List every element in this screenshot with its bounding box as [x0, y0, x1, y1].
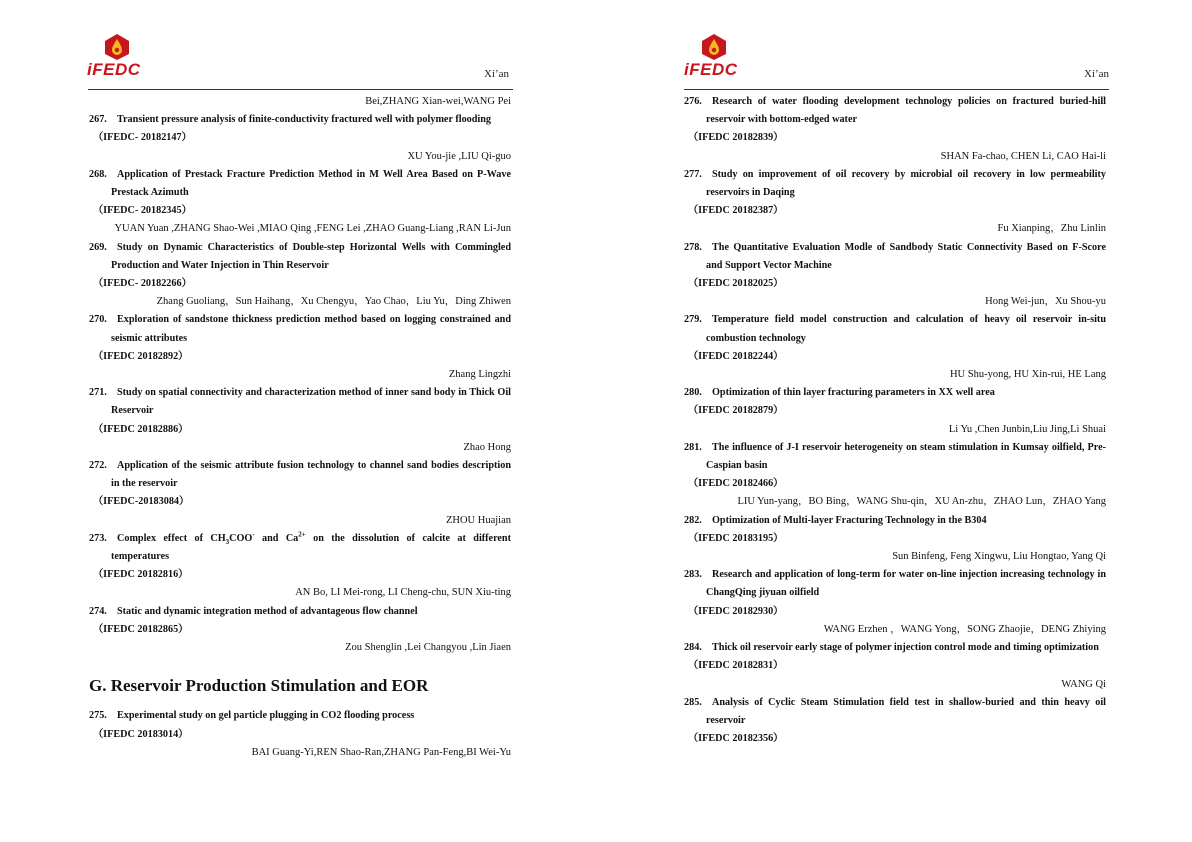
paper-title-text: The influence of J-I reservoir heterogeneity on steam stimulation in Kumsay oilfield, Pre-Caspian basin: [706, 441, 1106, 472]
paper-authors: Zhao Hong: [463, 441, 511, 453]
header-city: Xi’an: [484, 68, 510, 80]
paper-code: （IFEDC 20182816）: [93, 569, 189, 581]
paper-title-text: Optimization of Multi-layer Fracturing Technology in the B304: [712, 514, 987, 526]
paper-number: 276.: [684, 96, 702, 107]
paper-title-text: Thick oil reservoir early stage of polymer injection control mode and timing optimization: [712, 642, 1099, 654]
paper-authors: ZHOU Huajian: [445, 514, 511, 526]
header-rule: [88, 89, 513, 90]
paper-title: [684, 639, 1106, 657]
paper-title: [89, 111, 511, 129]
paper-number: 283.: [684, 569, 702, 581]
paper-title: [684, 384, 1106, 402]
paper-code: （IFEDC 20182387）: [688, 205, 784, 217]
paper-title-text: on the dissolution of calcite at different temperatures: [111, 532, 511, 563]
paper-number: 268.: [89, 168, 107, 180]
oil-drop-logo-icon: [700, 33, 728, 61]
paper-title-text: Static and dynamic integration method of advantageous flow channel: [117, 605, 418, 617]
paper-authors: LIU Yun-yang，BO Bing，WANG Shu-qin，XU An-zhu，ZHAO Lun，ZHAO Yang: [737, 496, 1106, 508]
paper-title: [89, 311, 511, 347]
paper-code: （IFEDC 20182025）: [688, 278, 784, 290]
header-rule: [684, 89, 1109, 90]
oil-drop-logo-icon: [103, 33, 131, 61]
paper-title: [89, 239, 511, 275]
paper-title: [684, 311, 1106, 347]
paper-code: （IFEDC 20182865）: [93, 623, 189, 635]
paper-number: 284.: [684, 642, 702, 654]
paper-number: 274.: [89, 605, 107, 617]
paper-authors: Zou Shenglin ,Lei Changyou ,Lin Jiaen: [345, 642, 511, 654]
paper-title: [684, 93, 1106, 129]
paper-code: （IFEDC 20182466）: [688, 478, 784, 490]
paper-title-text: Temperature field model construction and calculation of heavy oil reservoir in-situ combustion technology: [706, 314, 1106, 344]
paper-title-text: Complex effect of CH: [117, 532, 226, 544]
paper-authors: Li Yu ,Chen Junbin,Liu Jing,Li Shuai: [948, 423, 1106, 435]
paper-title-text: Analysis of Cyclic Steam Stimulation field test in shallow-buried and thin heavy oil reservoir: [706, 696, 1106, 726]
paper-authors: AN Bo, LI Mei-rong, LI Cheng-chu, SUN Xiu-ting: [295, 587, 511, 599]
section-heading: G. Reservoir Production Stimulation and EOR: [89, 676, 429, 696]
logo-text: iFEDC: [684, 60, 738, 79]
paper-authors: SHAN Fa-chao, CHEN Li, CAO Hai-li: [940, 150, 1106, 162]
paper-title-text: Application of the seismic attribute fusion technology to channel sand bodies description in the reservoir: [111, 460, 511, 490]
paper-code: （IFEDC- 20182266）: [93, 278, 192, 290]
paper-code: （IFEDC 20182839）: [688, 132, 784, 144]
paper-authors: WANG Qi: [1061, 678, 1106, 690]
paper-code: （IFEDC 20182879）: [688, 405, 784, 417]
paper-title-text: Research of water flooding development technology policies on fractured buried-hill reservoir with bottom-edged water: [706, 96, 1106, 126]
paper-number: 280.: [684, 387, 702, 399]
paper-authors: Zhang Guoliang，Sun Haihang，Xu Chengyu，Yao Chao，Liu Yu，Ding Zhiwen: [156, 296, 511, 308]
ifedc-logo: [87, 33, 147, 77]
paper-number: 271.: [89, 387, 107, 399]
paper-title: [89, 530, 511, 566]
paper-number: 285.: [684, 696, 702, 708]
paper-title-text: and Ca: [254, 532, 299, 544]
paper-number: 279.: [684, 314, 702, 326]
superscript: 2+: [298, 530, 306, 539]
paper-code: （IFEDC- 20182345）: [93, 205, 192, 217]
paper-title-text: Application of Prestack Fracture Prediction Method in M Well Area Based on P-Wave Prestack Azimuth: [111, 168, 511, 199]
paper-title-text: COO: [229, 532, 253, 544]
paper-title-text: Exploration of sandstone thickness prediction method based on logging constrained and seismic attributes: [111, 314, 511, 344]
paper-authors: YUAN Yuan ,ZHANG Shao-Wei ,MIAO Qing ,FENG Lei ,ZHAO Guang-Liang ,RAN Li-Jun: [114, 223, 511, 235]
paper-number: 272.: [89, 460, 107, 472]
paper-title: [684, 694, 1106, 730]
paper-number: 278.: [684, 241, 702, 253]
subscript: 3: [225, 537, 230, 546]
paper-code: （IFEDC- 20182147）: [93, 132, 192, 144]
header-city: Xi’an: [1084, 68, 1110, 80]
paper-title-text: Optimization of thin layer fracturing parameters in XX well area: [712, 387, 995, 399]
paper-number: 267.: [89, 114, 107, 126]
paper-authors: Zhang Lingzhi: [448, 369, 511, 381]
paper-code: （IFEDC 20182356）: [688, 733, 784, 745]
paper-title-text: Study on spatial connectivity and characterization method of inner sand body in Thick Oil Reservoir: [111, 387, 511, 417]
paper-title-text: Transient pressure analysis of finite-conductivity fractured well with polymer flooding: [117, 114, 492, 126]
paper-code: （IFEDC-20183084）: [93, 496, 190, 508]
paper-code: （IFEDC 20183195）: [688, 532, 784, 544]
paper-number: 275.: [89, 710, 107, 722]
right-page: [596, 0, 1192, 842]
paper-authors: XU You-jie ,LIU Qi-guo: [407, 150, 511, 162]
paper-authors: WANG Erzhen ，WANG Yong，SONG Zhaojie，DENG Zhiying: [823, 623, 1106, 635]
paper-title: [89, 603, 511, 621]
paper-title: [684, 239, 1106, 275]
paper-authors: HU Shu-yong, HU Xin-rui, HE Lang: [949, 369, 1106, 381]
paper-title: [89, 384, 511, 420]
paper-title: [684, 439, 1106, 475]
paper-title: [684, 166, 1106, 202]
paper-number: 273.: [89, 532, 107, 544]
left-content: [89, 93, 511, 762]
paper-authors: Sun Binfeng, Feng Xingwu, Liu Hongtao, Yang Qi: [892, 551, 1106, 563]
paper-title-text: The Quantitative Evaluation Modle of Sandbody Static Connectivity Based on F-Score and Support Vector Machine: [706, 241, 1106, 271]
superscript: -: [252, 530, 255, 539]
paper-code: （IFEDC 20182886）: [93, 423, 189, 435]
paper-number: 282.: [684, 514, 702, 526]
paper-title: [684, 566, 1106, 602]
paper-code: （IFEDC 20182930）: [688, 605, 784, 617]
paper-code: （IFEDC 20183014）: [93, 728, 189, 740]
paper-code: （IFEDC 20182831）: [688, 660, 784, 672]
right-content: [684, 93, 1106, 748]
paper-authors: Bei,ZHANG Xian-wei,WANG Pei: [365, 96, 511, 107]
paper-code: （IFEDC 20182244）: [688, 350, 784, 362]
paper-title-text: Study on Dynamic Characteristics of Double-step Horizontal Wells with Commingled Production and Water Injection in Thin Reservoir: [111, 241, 511, 271]
paper-code: （IFEDC 20182892）: [93, 350, 189, 362]
paper-title-text: Experimental study on gel particle plugging in CO2 flooding process: [117, 710, 415, 722]
paper-title-text: Study on improvement of oil recovery by microbial oil recovery in low permeability reservoirs in Daqing: [706, 168, 1106, 199]
paper-authors: Hong Wei-jun，Xu Shou-yu: [985, 296, 1106, 308]
paper-number: 281.: [684, 441, 702, 453]
paper-number: 269.: [89, 241, 107, 253]
paper-title: [89, 707, 511, 725]
ifedc-logo: [684, 33, 744, 77]
paper-number: 277.: [684, 168, 702, 180]
paper-authors: Fu Xianping，Zhu Linlin: [997, 223, 1106, 235]
paper-authors: BAI Guang-Yi,REN Shao-Ran,ZHANG Pan-Feng,BI Wei-Yu: [251, 746, 511, 758]
paper-number: 270.: [89, 314, 107, 326]
paper-title: [89, 166, 511, 202]
logo-text: iFEDC: [87, 60, 141, 79]
paper-title: [684, 512, 1106, 530]
paper-title: [89, 457, 511, 493]
paper-title-text: Research and application of long-term for water on-line injection increasing technology in ChangQing jiyuan oilfield: [706, 569, 1106, 599]
